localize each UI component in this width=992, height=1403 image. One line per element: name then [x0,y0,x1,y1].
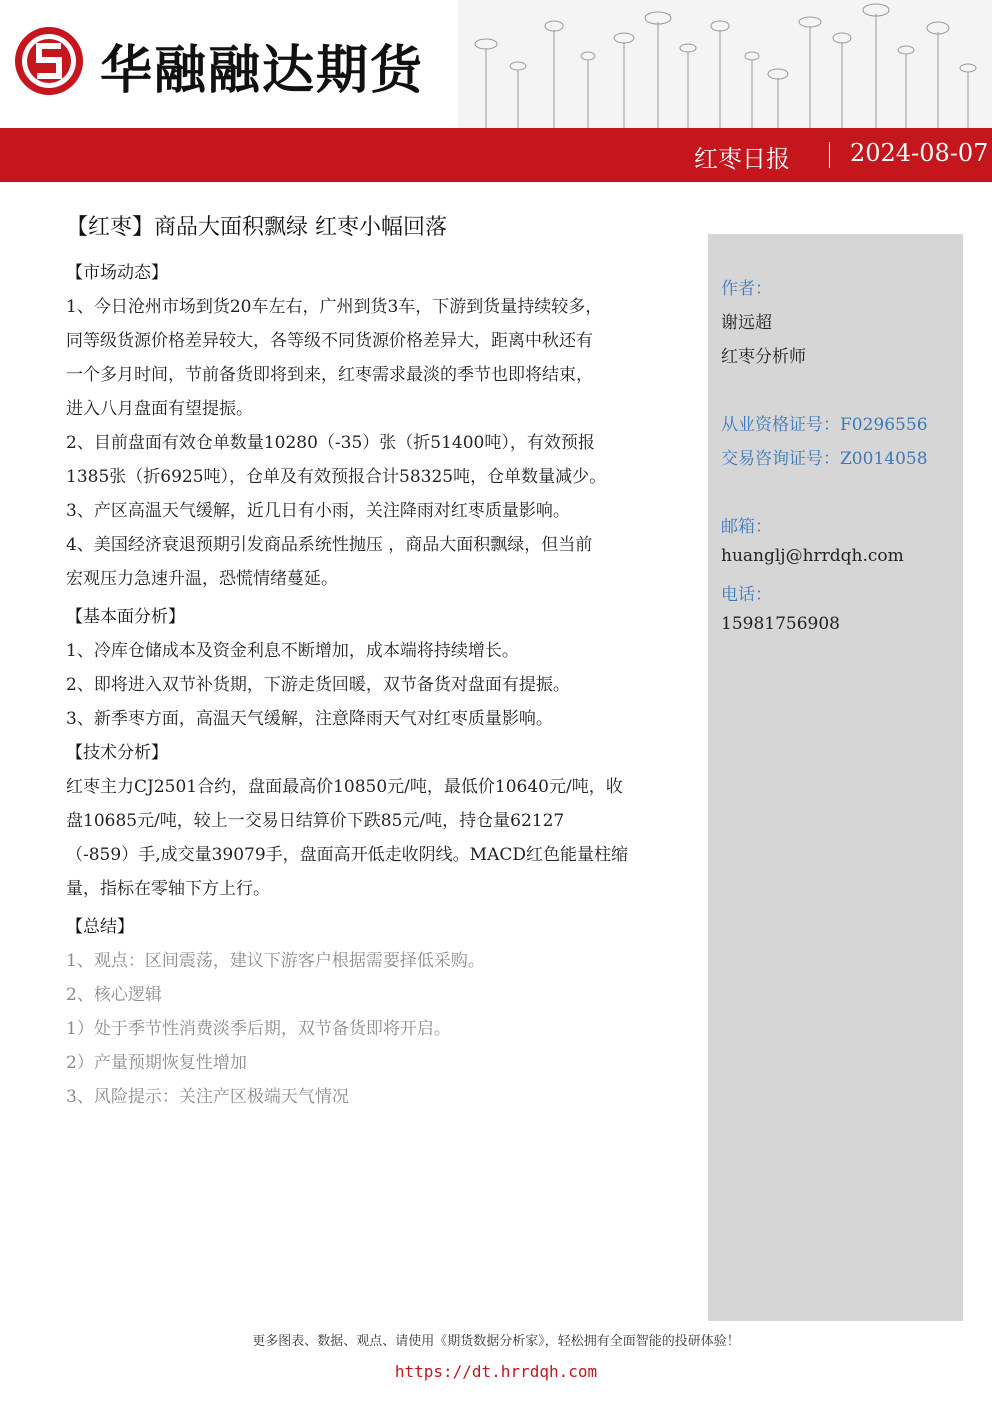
author-title: 红枣分析师 [721,347,806,367]
paragraph-line: 一个多月时间，节前备货即将到来，红枣需求最淡的季节也即将结束， [66,365,593,385]
author-sidebar [708,234,963,1321]
company-logo-icon [12,24,86,98]
email-label: 邮箱： [721,517,772,537]
author-label: 作者： [721,279,772,299]
paragraph-line: 2）产量预期恢复性增加 [66,1053,247,1073]
paragraph-line: 1）处于季节性消费淡季后期，双节备货即将开启。 [66,1019,451,1039]
company-name: 华融融达期货 [100,41,425,101]
article-title: 【红枣】商品大面积飘绿 红枣小幅回落 [66,215,447,240]
paragraph-line: （-859）手,成交量39079手，盘面高开低走收阴线。MACD红色能量柱缩 [66,845,628,865]
paragraph-line: 1、观点：区间震荡，建议下游客户根据需要择低采购。 [66,951,485,971]
report-date: 2024-08-07 [850,139,989,167]
footer-promo: 更多图表、数据、观点、请使用《期货数据分析家》，轻松拥有全面智能的投研体验！ [252,1334,740,1349]
paragraph-line: 2、即将进入双节补货期，下游走货回暖，双节备货对盘面有提振。 [66,675,570,695]
paragraph-line: 进入八月盘面有望提振。 [66,399,253,419]
report-body [66,212,666,1114]
report-bar-divider [829,142,830,168]
qualification-cert: 从业资格证号：F0296556 [721,415,928,435]
phone-label: 电话： [721,585,772,605]
paragraph-line: 2、目前盘面有效仓单数量10280（-35）张（折51400吨），有效预报 [66,433,595,453]
paragraph-line: 量，指标在零轴下方上行。 [66,879,270,899]
paragraph-line: 3、产区高温天气缓解，近几日有小雨，关注降雨对红枣质量影响。 [66,501,570,521]
consulting-cert: 交易咨询证号：Z0014058 [721,449,928,469]
report-bar [0,128,992,182]
header-decoration [458,0,992,128]
paragraph-line: 同等级货源价格差异较大，各等级不同货源价格差异大，距离中秋还有 [66,331,593,351]
footer-link[interactable]: https://dt.hrrdqh.com [394,1362,598,1381]
email-address[interactable]: huanglj@hrrdqh.com [721,546,904,566]
paragraph-line: 盘10685元/吨，较上一交易日结算价下跌85元/吨，持仓量62127 [66,811,565,831]
paragraph-line: 3、风险提示：关注产区极端天气情况 [66,1087,349,1107]
section-heading-market: 【市场动态】 [66,263,168,283]
paragraph-line: 宏观压力急速升温，恐慌情绪蔓延。 [66,569,338,589]
section-heading-technical: 【技术分析】 [66,743,168,763]
phone-number: 15981756908 [721,614,840,634]
paragraph-line: 1、今日沧州市场到货20车左右，广州到货3车，下游到货量持续较多， [66,297,603,317]
author-name: 谢远超 [721,313,772,333]
section-heading-fundamental: 【基本面分析】 [66,607,185,627]
section-heading-summary: 【总结】 [66,917,134,937]
paragraph-line: 2、核心逻辑 [66,985,162,1005]
paragraph-line: 红枣主力CJ2501合约，盘面最高价10850元/吨，最低价10640元/吨，收 [66,777,623,797]
paragraph-line: 3、新季枣方面，高温天气缓解，注意降雨天气对红枣质量影响。 [66,709,553,729]
paragraph-line: 1385张（折6925吨），仓单及有效预报合计58325吨，仓单数量减少。 [66,467,607,487]
page-header [0,0,992,128]
paragraph-line: 4、美国经济衰退预期引发商品系统性抛压 ，商品大面积飘绿，但当前 [66,535,593,555]
paragraph-line: 1、冷库仓储成本及资金利息不断增加，成本端将持续增长。 [66,641,519,661]
report-type: 红枣日报 [694,145,790,173]
